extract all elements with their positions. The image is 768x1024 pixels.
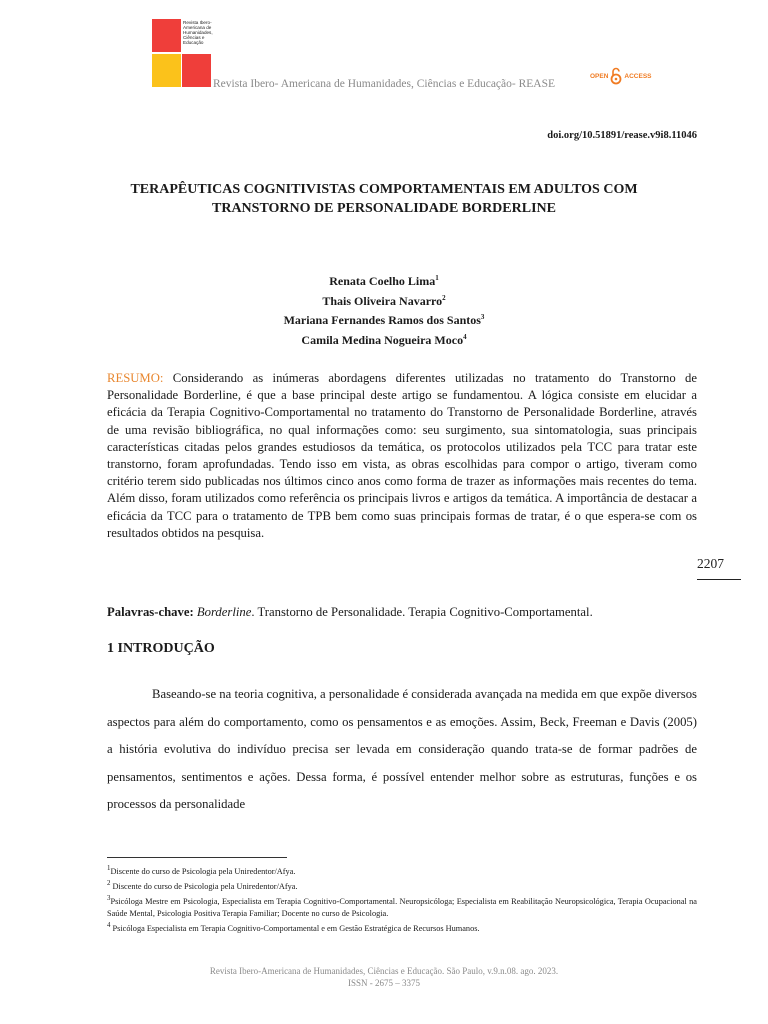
article-title: TERAPÊUTICAS COGNITIVISTAS COMPORTAMENTAIS EM ADULTOS COM TRANSTORNO DE PERSONALIDADE BORDERLINE bbox=[130, 182, 638, 216]
intro-paragraph: Baseando-se na teoria cognitiva, a personalidade é considerada avançada na medida em que expõe diversos aspectos para além do comportamento, como os pensamentos e as emoções. Assim, Beck, Freeman e Davis (2005) a história evolutiva do indivíduo precisa ser levada em consideração quando trata-se de formar padrões de pensamentos, sentimentos e ações. Dessa forma, é possível entender melhor sobre as estruturas, funções e os processos da personalidade bbox=[107, 687, 697, 811]
keywords-label: Palavras-chave: bbox=[107, 605, 194, 619]
open-access-lock-icon bbox=[610, 67, 622, 85]
keywords bbox=[107, 605, 707, 620]
author: Thais Oliveira Navarro$^2$ bbox=[322, 293, 446, 308]
abstract-label: RESUMO: bbox=[107, 371, 164, 385]
logo-square-yellow bbox=[152, 54, 181, 87]
abstract bbox=[107, 370, 697, 542]
abstract-text: Considerando as inúmeras abordagens diferentes utilizadas no tratamento do Transtorno de Personalidade Borderline, é que a base principal deste artigo se fundamentou. A lógica consiste em elucidar a eficácia da Terapia Cognitivo-Comportamental no tratamento do Transtorno de Personalidade Borderline, através de uma revisão bibliográfica, no qual informações como: seu surgimento, sua sintomatologia, suas principais características citadas pelos grandes estudiosos da temática, os protocolos utilizados pela TCC para tratar este transtorno, foram aprofundadas. Tendo isso em vista, as obras escolhidas para compor o artigo, tiveram como critério terem sido publicadas nos últimos cinco anos como forma de trazer as informações mais recentes do tema. Além disso, foram utilizados como referência os principais livros e artigos da temática. A importância de destacar a eficácia da TCC para o tratamento de TPB bem como suas principais formas de tratar, é o que espera-se com os resultados obtidos na pesquisa. bbox=[107, 371, 698, 540]
logo-square-red-top bbox=[152, 19, 181, 52]
open-access-badge: OPEN ACCESS bbox=[590, 67, 652, 85]
logo-square-red-bottom bbox=[182, 54, 211, 87]
footnote: $^4$ Psicóloga Especialista em Terapia Cognitivo-Comportamental e em Gestão Estratégica de Recursos Humanos. bbox=[107, 922, 480, 933]
author: Mariana Fernandes Ramos dos Santos$^3$ bbox=[283, 313, 485, 327]
page-number: 2207 bbox=[697, 556, 724, 571]
page-number-rule bbox=[697, 579, 741, 580]
footnote: $^1$Discente do curso de Psicologia pela Uniredentor/Afya. bbox=[107, 865, 296, 876]
footnotes bbox=[107, 863, 697, 935]
keywords-rest: . Transtorno de Personalidade. Terapia Cognitivo-Comportamental. bbox=[251, 605, 593, 619]
author: Renata Coelho Lima$^1$ bbox=[329, 274, 439, 288]
keyword-italic: Borderline bbox=[196, 605, 252, 619]
author: Camila Medina Nogueira Moco$^4$ bbox=[301, 332, 467, 347]
footnote: $^3$Psicóloga Mestre em Psicologia, Especialista em Terapia Cognitivo-Comportamental. Neuropsicóloga; Especialista em Reabilitação Neuropsicológica, Terapia Ocupacional na Saúde Mental, Psicologia Positiva Terapia Familiar; Docente no curso de Psicologia. bbox=[107, 894, 697, 918]
journal-header: Revista Ibero- Americana de Humanidades, Ciências e Educação- REASE bbox=[213, 78, 556, 90]
section-heading: 1 INTRODUÇÃO bbox=[107, 641, 215, 656]
page-footer: Revista Ibero-Americana de Humanidades, Ciências e Educação. São Paulo, v.9.n.08. ago. 2023. ISSN - 2675 – 3375 bbox=[209, 966, 559, 988]
footnote: $^2$ Discente do curso de Psicologia pela Uniredentor/Afya. bbox=[107, 879, 298, 891]
author-list bbox=[150, 270, 618, 348]
doi[interactable]: doi.org/10.51891/rease.v9i8.11046 bbox=[547, 130, 697, 141]
footnote-rule bbox=[107, 857, 287, 858]
logo-text: Revista Ibero- Americana de Humanidades, Ciências e Educação bbox=[183, 20, 213, 45]
